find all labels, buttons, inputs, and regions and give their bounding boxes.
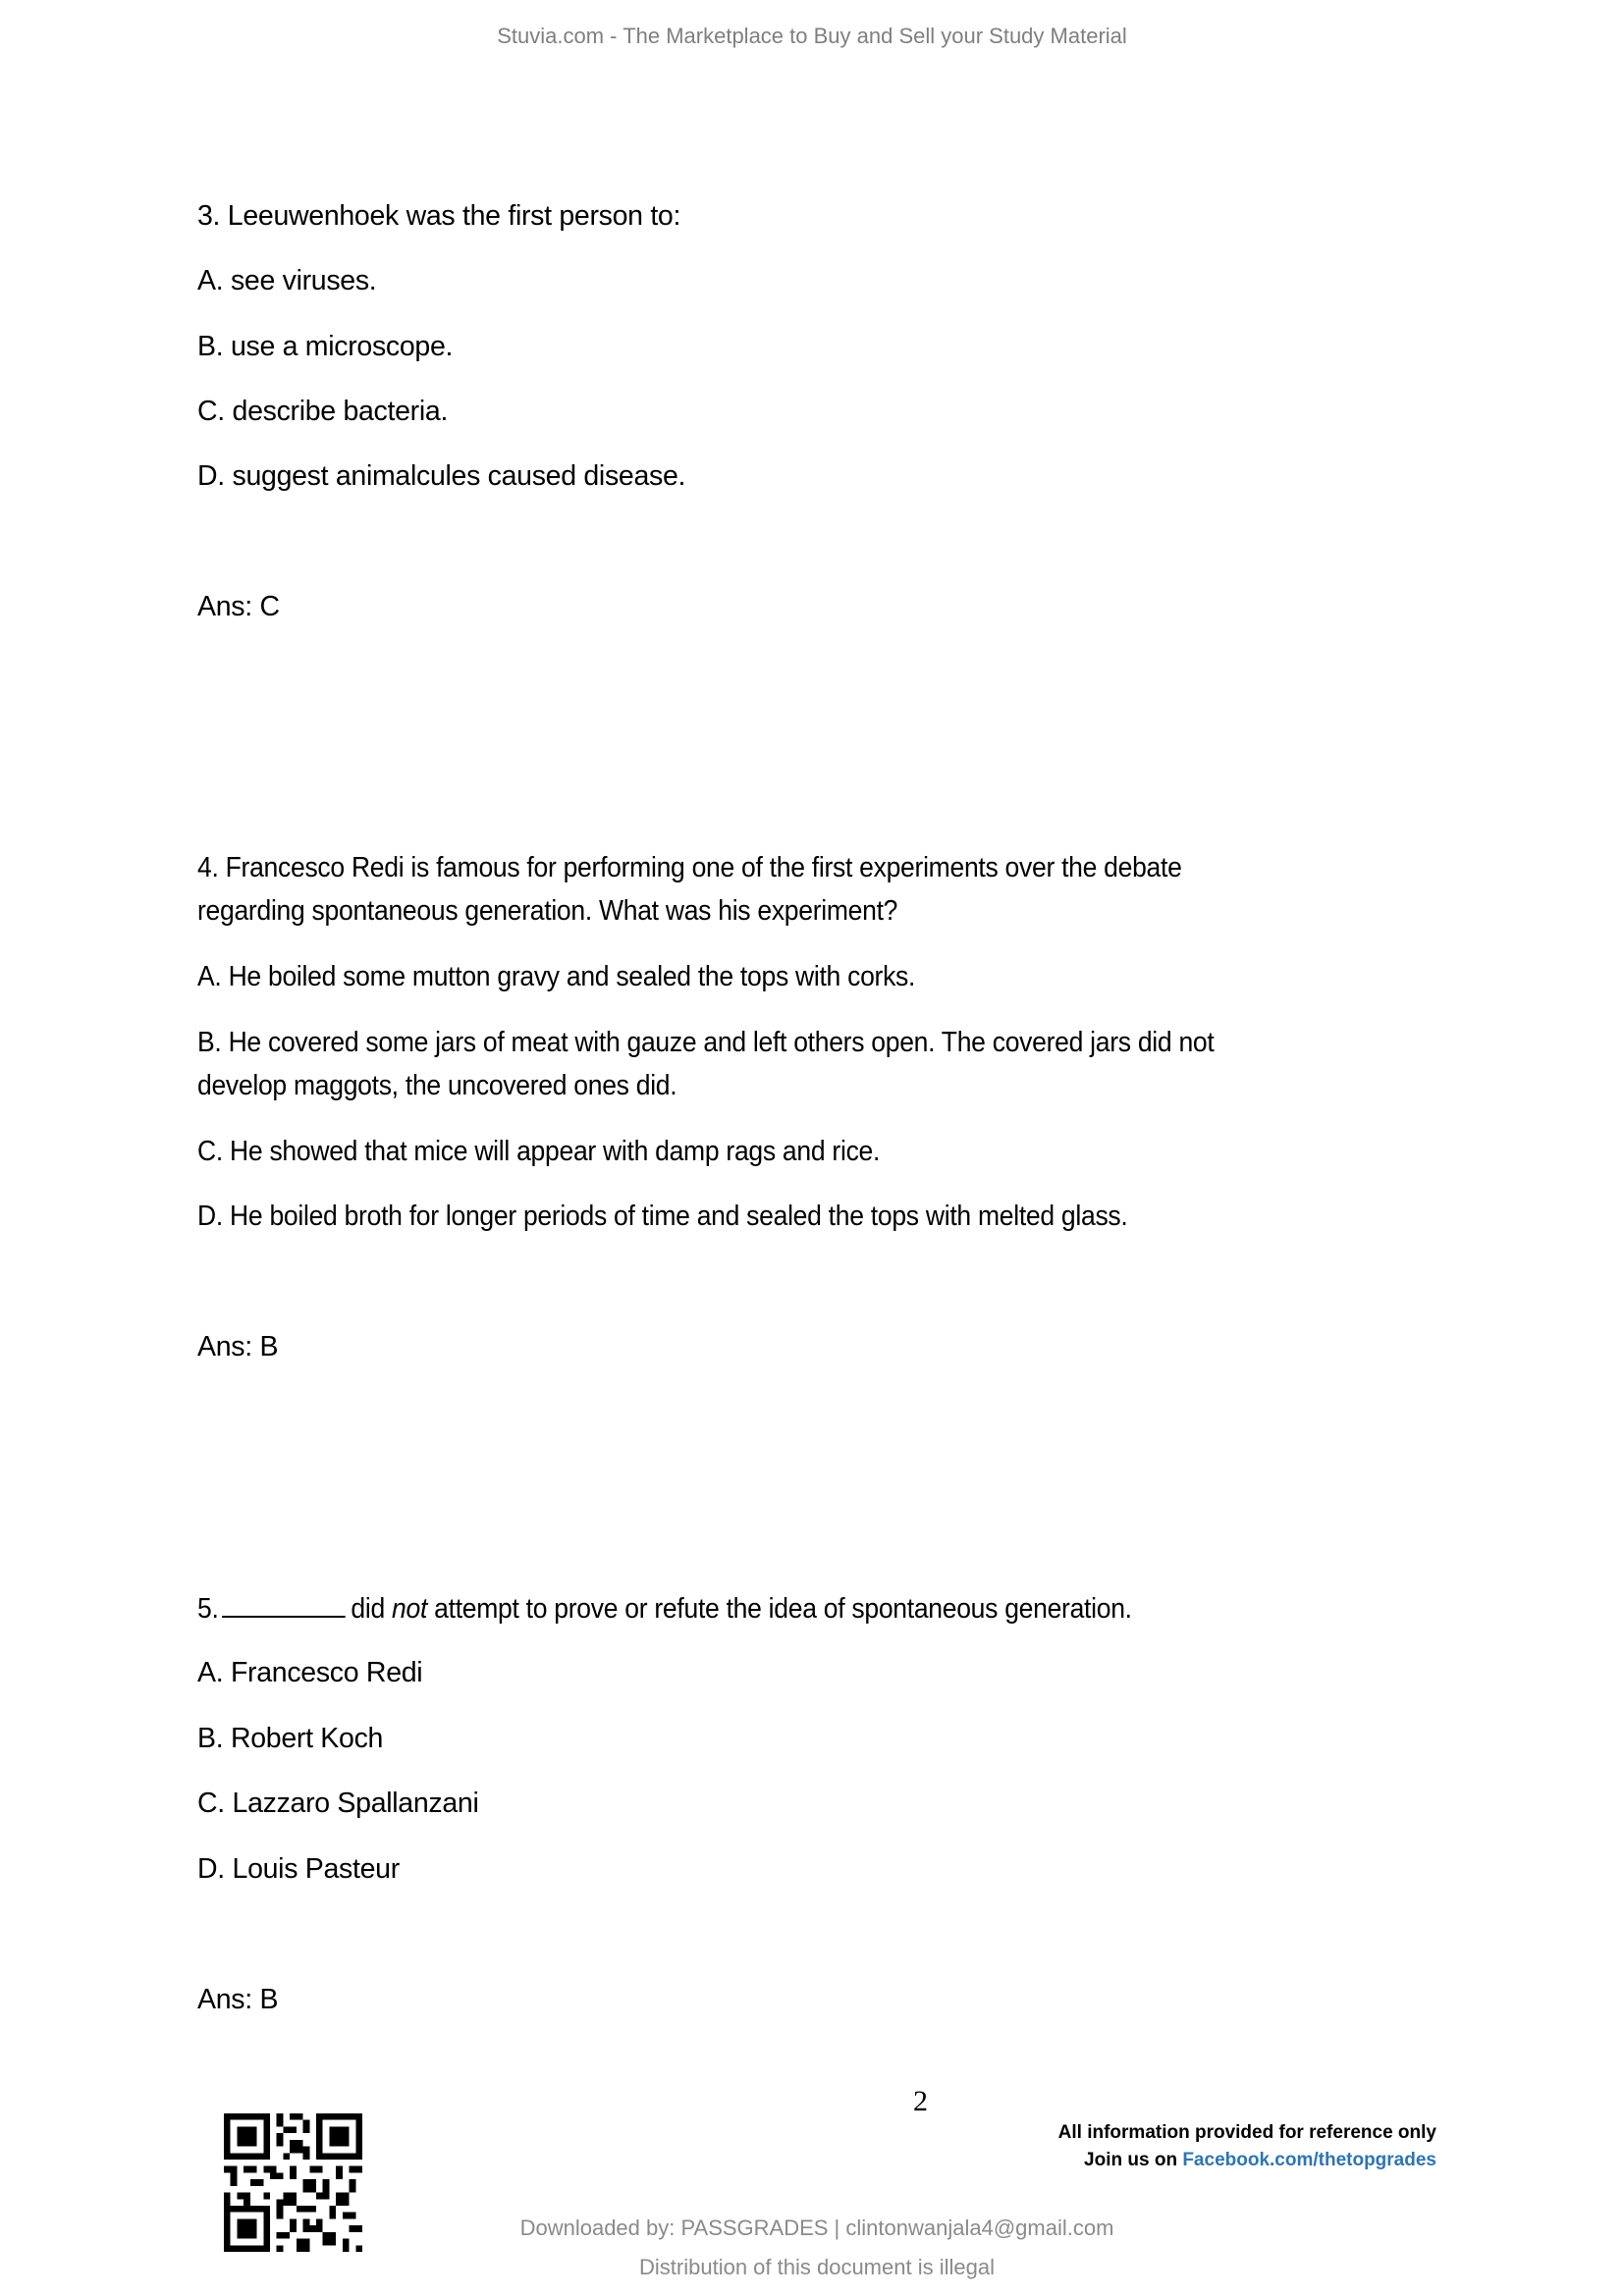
- page-number: 2: [913, 2085, 928, 2117]
- question-5-option-b: B. Robert Koch: [197, 1723, 384, 1754]
- question-4-stem-line-1: 4. Francesco Redi is famous for performing one of the first experiments over the debate: [197, 852, 1182, 883]
- reference-note: All information provided for reference only: [1057, 2122, 1436, 2143]
- facebook-join-line: [1084, 2150, 1436, 2171]
- question-5-option-a: A. Francesco Redi: [197, 1657, 423, 1688]
- question-4-option-c: C. He showed that mice will appear with damp rags and rice.: [197, 1136, 881, 1167]
- question-4-option-b: B. He covered some jars of meat with gauze and left others open. The covered jars did not: [197, 1027, 1215, 1058]
- question-5-stem-emphasis: not: [392, 1593, 428, 1625]
- distribution-notice: Distribution of this document is illegal: [639, 2255, 995, 2279]
- downloaded-by-notice: Downloaded by: PASSGRADES | clintonwanjala4@gmail.com: [519, 2216, 1114, 2240]
- facebook-link[interactable]: Facebook.com/thetopgrades: [1182, 2150, 1436, 2170]
- question-3-stem: 3. Leeuwenhoek was the first person to:: [197, 200, 681, 232]
- question-5-option-c: C. Lazzaro Spallanzani: [197, 1788, 479, 1819]
- question-5-stem-rest: attempt to prove or refute the idea of spontaneous generation.: [434, 1593, 1132, 1625]
- question-4-stem-line-2: regarding spontaneous generation. What was his experiment?: [197, 895, 898, 927]
- question-4-answer: Ans: B: [197, 1331, 279, 1362]
- question-5-stem: [197, 1592, 1132, 1626]
- fill-in-blank: [222, 1592, 346, 1618]
- question-4-option-a: A. He boiled some mutton gravy and sealed the tops with corks.: [197, 961, 916, 992]
- stuvia-header-watermark: Stuvia.com - The Marketplace to Buy and Sell your Study Material: [497, 24, 1127, 48]
- join-prefix: Join us on: [1084, 2150, 1183, 2170]
- question-4-option-d: D. He boiled broth for longer periods of time and sealed the tops with melted glass.: [197, 1201, 1128, 1232]
- question-5-answer: Ans: B: [197, 1984, 279, 2015]
- question-3-option-a: A. see viruses.: [197, 265, 377, 296]
- question-5-option-d: D. Louis Pasteur: [197, 1853, 400, 1885]
- question-3-option-c: C. describe bacteria.: [197, 396, 449, 427]
- question-3-option-d: D. suggest animalcules caused disease.: [197, 460, 686, 492]
- question-5-stem-did: did: [351, 1593, 385, 1625]
- question-3-option-b: B. use a microscope.: [197, 331, 454, 362]
- question-5-number: 5.: [197, 1593, 219, 1625]
- question-4-option-b-continued: develop maggots, the uncovered ones did.: [197, 1070, 677, 1101]
- question-3-answer: Ans: C: [197, 591, 280, 622]
